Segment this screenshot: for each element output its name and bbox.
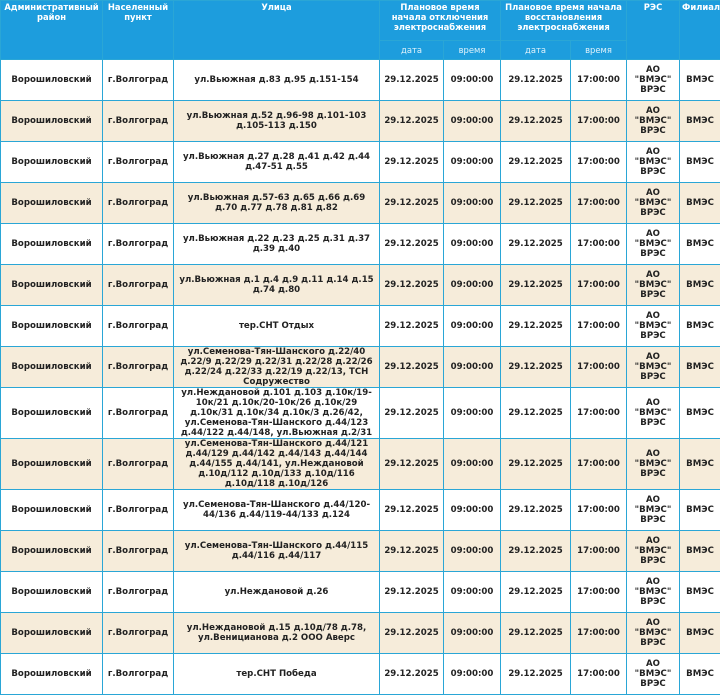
subheader-on-date: дата	[501, 41, 571, 60]
off-time-cell: 09:00:00	[444, 142, 501, 183]
subheader-off-date: дата	[380, 41, 444, 60]
res-cell: АО "ВМЭС" ВРЭС	[627, 654, 680, 695]
res-cell: АО "ВМЭС" ВРЭС	[627, 224, 680, 265]
on-date-cell: 29.12.2025	[501, 572, 571, 613]
street-cell: тер.СНТ Победа	[174, 654, 380, 695]
locality-cell: г.Волгоград	[103, 306, 174, 347]
table-row	[1, 101, 720, 142]
column-header-filial: Филиал	[680, 1, 720, 60]
subheader-on-time: время	[571, 41, 627, 60]
column-header-district: Административный район	[1, 1, 103, 60]
locality-cell: г.Волгоград	[103, 531, 174, 572]
off-time-cell: 09:00:00	[444, 347, 501, 388]
on-time-cell: 17:00:00	[571, 265, 627, 306]
table-row	[1, 388, 720, 439]
district-cell: Ворошиловский	[1, 654, 103, 695]
street-cell: ул.Вьюжная д.22 д.23 д.25 д.31 д.37 д.39 д.40	[174, 224, 380, 265]
off-time-cell: 09:00:00	[444, 60, 501, 101]
subheader-off-time: время	[444, 41, 501, 60]
on-time-cell: 17:00:00	[571, 439, 627, 490]
district-cell: Ворошиловский	[1, 60, 103, 101]
locality-cell: г.Волгоград	[103, 439, 174, 490]
street-cell: ул.Семенова-Тян-Шанского д.22/40 д.22/9 д.22/29 д.22/31 д.22/28 д.22/26 д.22/24 д.22/33 д.22/19 д.22/13, ТСН Содружество	[174, 347, 380, 388]
district-cell: Ворошиловский	[1, 306, 103, 347]
locality-cell: г.Волгоград	[103, 572, 174, 613]
table-row	[1, 142, 720, 183]
street-cell: ул.Вьюжная д.57-63 д.65 д.66 д.69 д.70 д.77 д.78 д.81 д.82	[174, 183, 380, 224]
table-row	[1, 439, 720, 490]
on-time-cell: 17:00:00	[571, 572, 627, 613]
district-cell: Ворошиловский	[1, 531, 103, 572]
street-cell: ул.Неждановой д.26	[174, 572, 380, 613]
filial-cell: ВМЭС	[680, 388, 720, 439]
off-time-cell: 09:00:00	[444, 388, 501, 439]
filial-cell: ВМЭС	[680, 531, 720, 572]
off-date-cell: 29.12.2025	[380, 183, 444, 224]
on-date-cell: 29.12.2025	[501, 347, 571, 388]
res-cell: АО "ВМЭС" ВРЭС	[627, 306, 680, 347]
on-date-cell: 29.12.2025	[501, 265, 571, 306]
column-header-street: Улица	[174, 1, 380, 60]
res-cell: АО "ВМЭС" ВРЭС	[627, 388, 680, 439]
district-cell: Ворошиловский	[1, 101, 103, 142]
off-date-cell: 29.12.2025	[380, 347, 444, 388]
off-time-cell: 09:00:00	[444, 224, 501, 265]
on-time-cell: 17:00:00	[571, 613, 627, 654]
filial-cell: ВМЭС	[680, 490, 720, 531]
res-cell: АО "ВМЭС" ВРЭС	[627, 60, 680, 101]
on-time-cell: 17:00:00	[571, 490, 627, 531]
filial-cell: ВМЭС	[680, 572, 720, 613]
on-date-cell: 29.12.2025	[501, 490, 571, 531]
res-cell: АО "ВМЭС" ВРЭС	[627, 347, 680, 388]
locality-cell: г.Волгоград	[103, 265, 174, 306]
filial-cell: ВМЭС	[680, 306, 720, 347]
table-row	[1, 531, 720, 572]
off-time-cell: 09:00:00	[444, 572, 501, 613]
locality-cell: г.Волгоград	[103, 224, 174, 265]
on-date-cell: 29.12.2025	[501, 142, 571, 183]
off-time-cell: 09:00:00	[444, 439, 501, 490]
res-cell: АО "ВМЭС" ВРЭС	[627, 142, 680, 183]
district-cell: Ворошиловский	[1, 613, 103, 654]
street-cell: ул.Вьюжная д.83 д.95 д.151-154	[174, 60, 380, 101]
street-cell: ул.Неждановой д.101 д.103 д.10к/19-10к/21 д.10к/20-10к/26 д.10к/29 д.10к/31 д.10к/34 д.10к/3 д.26/42, ул.Семенова-Тян-Шанского д.44/123 д.44/122 д.44/148, ул.Вьюжная д.2/31	[174, 388, 380, 439]
table-row	[1, 224, 720, 265]
district-cell: Ворошиловский	[1, 572, 103, 613]
res-cell: АО "ВМЭС" ВРЭС	[627, 572, 680, 613]
table-row	[1, 490, 720, 531]
filial-cell: ВМЭС	[680, 142, 720, 183]
off-date-cell: 29.12.2025	[380, 60, 444, 101]
table-row	[1, 347, 720, 388]
filial-cell: ВМЭС	[680, 613, 720, 654]
off-date-cell: 29.12.2025	[380, 613, 444, 654]
off-time-cell: 09:00:00	[444, 101, 501, 142]
table-body	[1, 60, 720, 695]
filial-cell: ВМЭС	[680, 224, 720, 265]
filial-cell: ВМЭС	[680, 183, 720, 224]
filial-cell: ВМЭС	[680, 265, 720, 306]
filial-cell: ВМЭС	[680, 60, 720, 101]
off-date-cell: 29.12.2025	[380, 265, 444, 306]
on-date-cell: 29.12.2025	[501, 224, 571, 265]
on-date-cell: 29.12.2025	[501, 613, 571, 654]
off-date-cell: 29.12.2025	[380, 224, 444, 265]
on-time-cell: 17:00:00	[571, 388, 627, 439]
on-time-cell: 17:00:00	[571, 347, 627, 388]
on-time-cell: 17:00:00	[571, 224, 627, 265]
filial-cell: ВМЭС	[680, 654, 720, 695]
on-time-cell: 17:00:00	[571, 142, 627, 183]
off-date-cell: 29.12.2025	[380, 388, 444, 439]
locality-cell: г.Волгоград	[103, 388, 174, 439]
on-date-cell: 29.12.2025	[501, 654, 571, 695]
on-date-cell: 29.12.2025	[501, 101, 571, 142]
on-time-cell: 17:00:00	[571, 101, 627, 142]
district-cell: Ворошиловский	[1, 224, 103, 265]
table-header	[1, 1, 720, 60]
column-header-off: Плановое время начала отключения электроснабжения	[380, 1, 501, 41]
table-row	[1, 306, 720, 347]
on-time-cell: 17:00:00	[571, 531, 627, 572]
locality-cell: г.Волгоград	[103, 490, 174, 531]
column-header-res: РЭС	[627, 1, 680, 60]
off-date-cell: 29.12.2025	[380, 572, 444, 613]
on-date-cell: 29.12.2025	[501, 183, 571, 224]
on-date-cell: 29.12.2025	[501, 439, 571, 490]
res-cell: АО "ВМЭС" ВРЭС	[627, 101, 680, 142]
street-cell: ул.Вьюжная д.1 д.4 д.9 д.11 д.14 д.15 д.74 д.80	[174, 265, 380, 306]
res-cell: АО "ВМЭС" ВРЭС	[627, 265, 680, 306]
on-time-cell: 17:00:00	[571, 60, 627, 101]
off-time-cell: 09:00:00	[444, 490, 501, 531]
on-time-cell: 17:00:00	[571, 654, 627, 695]
on-date-cell: 29.12.2025	[501, 306, 571, 347]
res-cell: АО "ВМЭС" ВРЭС	[627, 439, 680, 490]
off-date-cell: 29.12.2025	[380, 654, 444, 695]
off-date-cell: 29.12.2025	[380, 101, 444, 142]
res-cell: АО "ВМЭС" ВРЭС	[627, 490, 680, 531]
street-cell: ул.Вьюжная д.52 д.96-98 д.101-103 д.105-113 д.150	[174, 101, 380, 142]
res-cell: АО "ВМЭС" ВРЭС	[627, 183, 680, 224]
district-cell: Ворошиловский	[1, 347, 103, 388]
off-date-cell: 29.12.2025	[380, 490, 444, 531]
column-header-on: Плановое время начала восстановления электроснабжения	[501, 1, 627, 41]
column-header-locality: Населенный пункт	[103, 1, 174, 60]
locality-cell: г.Волгоград	[103, 142, 174, 183]
street-cell: тер.СНТ Отдых	[174, 306, 380, 347]
locality-cell: г.Волгоград	[103, 60, 174, 101]
street-cell: ул.Семенова-Тян-Шанского д.44/115 д.44/116 д.44/117	[174, 531, 380, 572]
street-cell: ул.Семенова-Тян-Шанского д.44/121 д.44/129 д.44/142 д.44/143 д.44/144 д.44/155 д.44/141, ул.Неждановой д.10д/112 д.10д/133 д.10д/116 д.10д/118 д.10д/126	[174, 439, 380, 490]
locality-cell: г.Волгоград	[103, 613, 174, 654]
table-row	[1, 183, 720, 224]
district-cell: Ворошиловский	[1, 183, 103, 224]
off-time-cell: 09:00:00	[444, 183, 501, 224]
table-row	[1, 60, 720, 101]
on-time-cell: 17:00:00	[571, 306, 627, 347]
locality-cell: г.Волгоград	[103, 347, 174, 388]
off-time-cell: 09:00:00	[444, 306, 501, 347]
on-date-cell: 29.12.2025	[501, 388, 571, 439]
on-date-cell: 29.12.2025	[501, 60, 571, 101]
off-time-cell: 09:00:00	[444, 613, 501, 654]
off-date-cell: 29.12.2025	[380, 142, 444, 183]
on-date-cell: 29.12.2025	[501, 531, 571, 572]
off-date-cell: 29.12.2025	[380, 531, 444, 572]
off-time-cell: 09:00:00	[444, 531, 501, 572]
off-time-cell: 09:00:00	[444, 654, 501, 695]
district-cell: Ворошиловский	[1, 265, 103, 306]
filial-cell: ВМЭС	[680, 101, 720, 142]
district-cell: Ворошиловский	[1, 490, 103, 531]
street-cell: ул.Неждановой д.15 д.10д/78 д.78, ул.Веницианова д.2 ООО Аверс	[174, 613, 380, 654]
locality-cell: г.Волгоград	[103, 183, 174, 224]
on-time-cell: 17:00:00	[571, 183, 627, 224]
table-row	[1, 265, 720, 306]
street-cell: ул.Вьюжная д.27 д.28 д.41 д.42 д.44 д.47-51 д.55	[174, 142, 380, 183]
res-cell: АО "ВМЭС" ВРЭС	[627, 531, 680, 572]
district-cell: Ворошиловский	[1, 388, 103, 439]
res-cell: АО "ВМЭС" ВРЭС	[627, 613, 680, 654]
off-date-cell: 29.12.2025	[380, 439, 444, 490]
district-cell: Ворошиловский	[1, 142, 103, 183]
table-row	[1, 613, 720, 654]
district-cell: Ворошиловский	[1, 439, 103, 490]
locality-cell: г.Волгоград	[103, 101, 174, 142]
off-time-cell: 09:00:00	[444, 265, 501, 306]
street-cell: ул.Семенова-Тян-Шанского д.44/120-44/136 д.44/119-44/133 д.124	[174, 490, 380, 531]
table-row	[1, 654, 720, 695]
table-row	[1, 572, 720, 613]
filial-cell: ВМЭС	[680, 347, 720, 388]
locality-cell: г.Волгоград	[103, 654, 174, 695]
filial-cell: ВМЭС	[680, 439, 720, 490]
off-date-cell: 29.12.2025	[380, 306, 444, 347]
